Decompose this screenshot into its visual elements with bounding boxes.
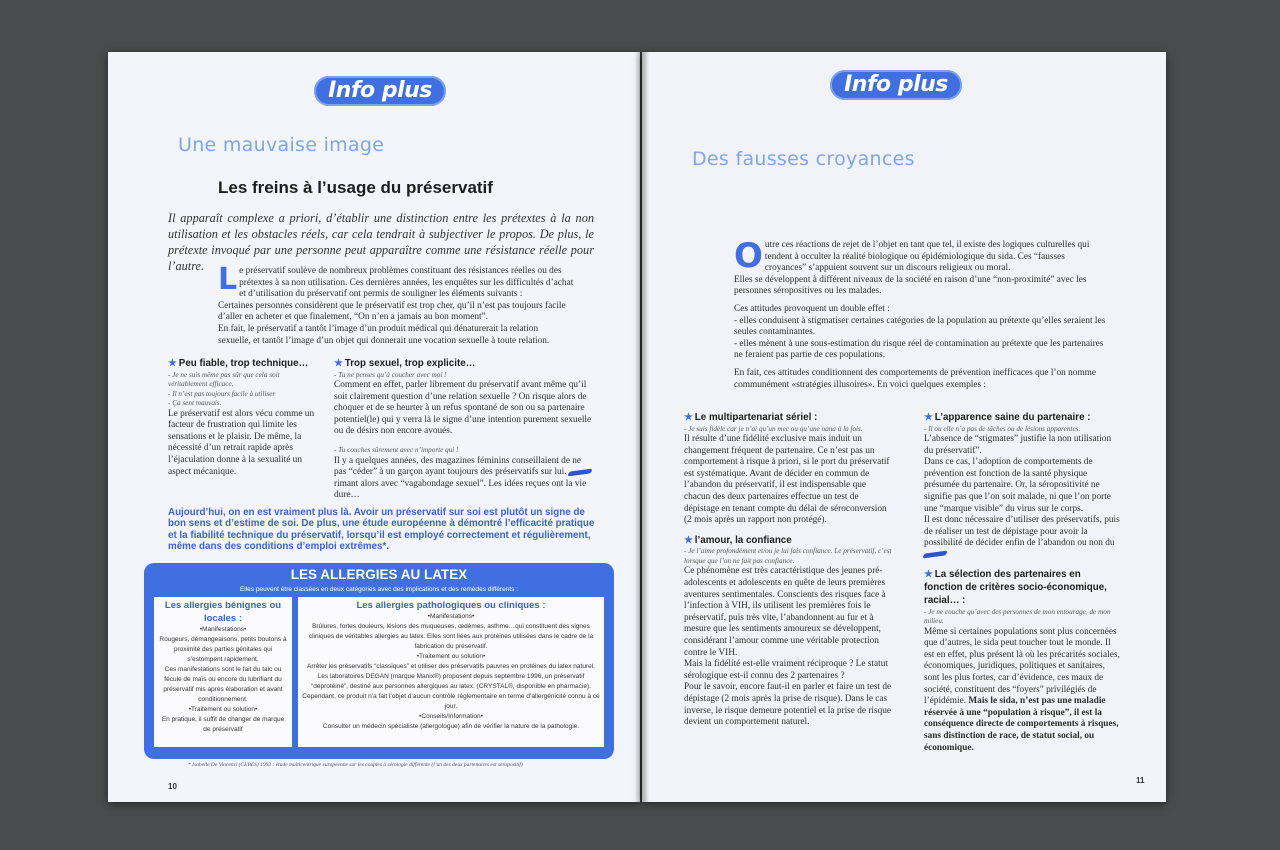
panel-heading: Les allergies pathologiques ou cliniques : [356, 600, 546, 611]
latex-box-subtitle: Elles peuvent être classées en deux catégories avec des implications et des remèdes différents : [239, 586, 519, 593]
column-heading: ★ l’amour, la confiance [684, 534, 792, 546]
page-gutter [635, 52, 649, 802]
column-text: Comment en effet, parler librement du préservatif avant même qu’il soit clairement question d’une relation sexuelle ? On risque alors de choquer et de se heurter à un refus spontané de son ou sa partenaire potentiel(le) qui y verra là le signe d’une intention purement sexuelle ou de désirs non encore avoués. [334, 380, 592, 437]
quote: - Je l’aime profondément et/ou je lui fais confiance. Le préservatif, c’est lorsque que l’on ne fait pas confiance. [684, 547, 892, 565]
column-heading: ★ Trop sexuel, trop explicite… [334, 358, 476, 369]
column-appearance [924, 412, 1120, 754]
panel-heading: Les allergies bénignes ou locales : [164, 600, 282, 624]
column-text: Il est donc nécessaire d’utiliser des préservatifs, puis de réaliser un test de dépistage pour avoir la possibilité de décider enfin de l’abandon ou non du [924, 515, 1120, 561]
headline: Les freins à l’usage du préservatif [218, 178, 493, 197]
star-icon: ★ [684, 534, 693, 546]
right-page [642, 52, 1166, 802]
quote: - Je ne couche qu’avec des personnes de mon entourage, de mon milieu. [924, 607, 1111, 626]
column-text: Dans ce cas, l’adoption de comportements de prévention est fonction de la santé physique présumée du partenaire. Or, la séropositivité ne signifie pas que l’on soit malade, ni que l’on porte une “marque visible” du virus sur le corps. [924, 457, 1111, 514]
ghost-text [408, 140, 412, 158]
lead-line: En fait, le préservatif a tantôt l’image d’un produit médical qui dénaturerait la relation [218, 323, 539, 334]
intro-paragraph [734, 236, 1110, 298]
strategies-paragraph: En fait, ces attitudes conditionnent des comportements de prévention inefficaces que l’on nomme communément «stratégies illusoires». En voici quelques exemples : [734, 368, 1097, 390]
quote: - Tu ne penses qu’à coucher avec moi ! [334, 370, 447, 379]
lead-paragraph [218, 262, 594, 347]
column-text: Il y a quelques années, des magazines féminins conseillaient de ne pas “céder” à un garçon ayant toujours des préservatifs sur lui. rimant alors avec “vagabondage sexuel”. Les idées reçues ont la vie dure… [334, 456, 594, 502]
intro-line: croyances” s’appuient souvent sur un discours religieux ou moral. [764, 263, 1011, 274]
intro-paragraph: Il apparaît complexe a priori, d’établir une distinction entre les prétextes à la non utilisation et les obstacles réels, car cela tendrait à subjectiver le propos. De plus, le prétexte invoqué par une personne peut apparaître comme une résistance réelle pour l’autre. [168, 211, 594, 273]
benign-allergy-panel: Les allergies bénignes ou locales : •Manifestations• Rougeurs, démangeaisons, petits boutons à proximité des parties génitales qui s’estompent rapidement. Ces manifestations sont le fait du talc ou fécule de maïs ou encore du lubrifiant du préservatif mis après élaboration et avant conditionnement. •Traitement ou solution• En pratique, il suffit de changer de marque de préservatif [154, 597, 292, 747]
left-page [108, 52, 640, 802]
lead-line: Certaines personnes considèrent que le préservatif est trop cher, qu’il n’est pas toujours facile [218, 300, 566, 311]
drop-cap: L [218, 262, 238, 297]
quote: - Je suis fidèle car je n’ai qu’un mec ou qu’une nana à la fois. [684, 424, 863, 433]
star-icon: ★ [684, 412, 693, 423]
column-text: Il résulte d’une fidélité exclusive mais induit un changement fréquent de partenaire. Ce n’est pas un comportement à risque à priori, si le port du préservatif est systématique. Avant de décider en commun de l’abandon du préservatif, il est indispensable que chacun des deux partenaires effectue un test de dépistage en tenant compte du délai de séroconversion (2 mois après un rapport non protégé). [684, 434, 890, 526]
info-plus-badge: Info plus [830, 70, 962, 100]
column-heading: ★ Peu fiable, trop technique… [168, 358, 309, 369]
quote: - Il ou elle n’a pas de tâches ou de lésions apparentes. [924, 424, 1081, 433]
star-icon: ★ [924, 412, 933, 423]
lead-line: prétextes à sa non utilisation. Ces dernières années, les enquêtes sur les difficultés d’achat [239, 277, 574, 288]
column-text: Mais la fidélité est-elle vraiment réciproque ? Le statut sérologique est-il connu des 2 partenaires ? [684, 659, 888, 681]
page-number: 10 [168, 782, 177, 791]
column-unreliable [168, 358, 318, 478]
column-text: Le préservatif est alors vécu comme un facteur de frustration qui limite les sensations et le plaisir. De même, la nécessité d’un retrait rapide après l’éjaculation donne à la sexualité un aspect mécanique. [168, 408, 315, 477]
lead-line: sexuelle, et tantôt l’image d’un objet qui donnerait une vocation sexuelle à toute relation. [218, 335, 550, 346]
scribble-mark [922, 551, 948, 559]
booklet-spread [108, 52, 1166, 802]
quote: - Il n’est pas toujours facile à utiliser [168, 389, 276, 398]
column-text: Même si certaines populations sont plus concernées que d’autres, le sida peut toucher tout le monde. Il est en effet, plus présent là où les précarités sociales, économiques, juridiques, politiques et sanitaires, sont les plus fortes, car d’évidence, ces maux de société, constituent des “foyers” privilégiés de l’épidémie. Mais le sida, n’est pas une maladie réservée à une “population à risque”, il est la conséquence directe de comportements à risques, sans distinction de race, de statut social, ou économique. [924, 626, 1120, 753]
column-text: Pour le savoir, encore faut-il en parler et faire un test de dépistage (2 mois après la prise de risque). Dans le cas inverse, le risque demeure potentiel et la prise de risque devient un comportement naturel. [684, 682, 892, 728]
lead-line: e préservatif soulève de nombreux problèmes constituant des résistances réelles ou des [239, 266, 562, 276]
star-icon: ★ [168, 358, 177, 369]
quote: - Tu couches sûrement avec n’importe qui ! [334, 446, 459, 455]
footnote: * Isabelle De Vincenzi (CEBES) 1993 : étude multicentrique européenne sur les couples à sérologie différente (l’un des deux partenaires est séropositif) [188, 762, 523, 768]
pathological-allergy-panel: Les allergies pathologiques ou cliniques : •Manifestations• Brûlures, fortes douleurs, lésions des muqueuses, œdèmes, asthme…qui constituent des signes cliniques de véritables allergies au latex. Elles sont liées aux protéines utilisées dans le cadre de la fabrication du préservatif. •Traitement ou solution• Arrêter les préservatifs “classiques” et utiliser des préservatifs pauvres en protéines du latex naturel. Les laboratoires DEGAN (marque Manix®) proposent depuis septembre 1996, un préservatif “déprotéiné”, destiné aux personnes allergiques au latex. (CRYSTAL®, disponible en pharmacie). Cependant, ce produit n’a fait l’objet d’aucun contrôle réglementaire en terme d’allergénicité connu à ce jour. •Conseils/Information• Consulter un médecin spécialiste (allergologue) afin de vérifier la nature de la pathologie. [298, 597, 604, 747]
effects-paragraph: Ces attitudes provoquent un double effet : - elles conduisent à stigmatiser certaines catégories de la population au prétexte qu’elles seraient les seules contaminantes. - elles mènent à une sous-estimation du risque réel de contamination au prétexte que les partenaires ne feraient pas partie de ces populations. [734, 304, 1106, 361]
intro-line: tendent à occulter la réalité biologique ou épidémiologique du sida. Ces “fausses [764, 251, 1065, 262]
section-title: Une mauvaise image [178, 134, 385, 156]
column-text: L’absence de “stigmates” justifie la non utilisation du préservatif”. [924, 434, 1112, 456]
latex-box-title: LES ALLERGIES AU LATEX [290, 567, 468, 582]
intro-line: utre ces réactions de rejet de l’objet en tant que tel, il existe des logiques culturelles qui [764, 240, 1090, 250]
quote: - Je ne suis même pas sûr que cela soit véritablement efficace, [168, 370, 280, 389]
intro-line: personnes séropositives ou les malades. [734, 286, 882, 297]
column-heading: ★ Le multipartenariat sériel : [684, 412, 818, 423]
column-heading: ★ La sélection des partenaires en fonction de critères socio-économique, racial… : [924, 568, 1107, 606]
column-multipartner [684, 412, 894, 729]
quote: - Ça sent mauvais. [168, 399, 222, 408]
drop-cap: O [734, 236, 763, 276]
star-icon: ★ [334, 358, 343, 369]
page-number: 11 [1136, 776, 1145, 785]
lead-line: d’aller en acheter et que finalement, “On n’en a jamais au bon moment”. [218, 312, 489, 323]
latex-allergy-box [144, 563, 614, 759]
column-heading: ★ L’apparence saine du partenaire : [924, 412, 1091, 423]
column-text: Ce phénomène est très caractéristique des jeunes pré-adolescents et adolescents en quête de leurs premières aventures sentimentales. Conscients des risques face à l’infection à VIH, ils utilisent les premières fois le préservatif, puis très vite, l’abandonnent au fur et à mesure que les sentiments amoureux se développent, considérant l’amour comme une véritable protection contre le VIH. [684, 566, 886, 658]
scribble-mark [567, 468, 593, 476]
column-explicit [334, 358, 594, 502]
lead-line: et d’utilisation du préservatif ont permis de souligner les éléments suivants : [239, 289, 523, 300]
star-icon: ★ [924, 568, 933, 580]
section-title: Des fausses croyances [692, 148, 915, 170]
intro-line: Elles se développent à différent niveaux de la société en raison d’une “non-proximité” avec les [734, 274, 1087, 285]
highlight-paragraph: Aujourd’hui, on en est vraiment plus là. Avoir un préservatif sur soi est plutôt un signe de bon sens et d’estime de soi. De plus, une étude européenne à démontré l’efficacité pratique et la fiabilité technique du préservatif, lorsqu’il est employé correctement et régulièrement, même dans des conditions d’emploi extrêmes*. [168, 507, 595, 553]
info-plus-badge: Info plus [314, 76, 446, 106]
